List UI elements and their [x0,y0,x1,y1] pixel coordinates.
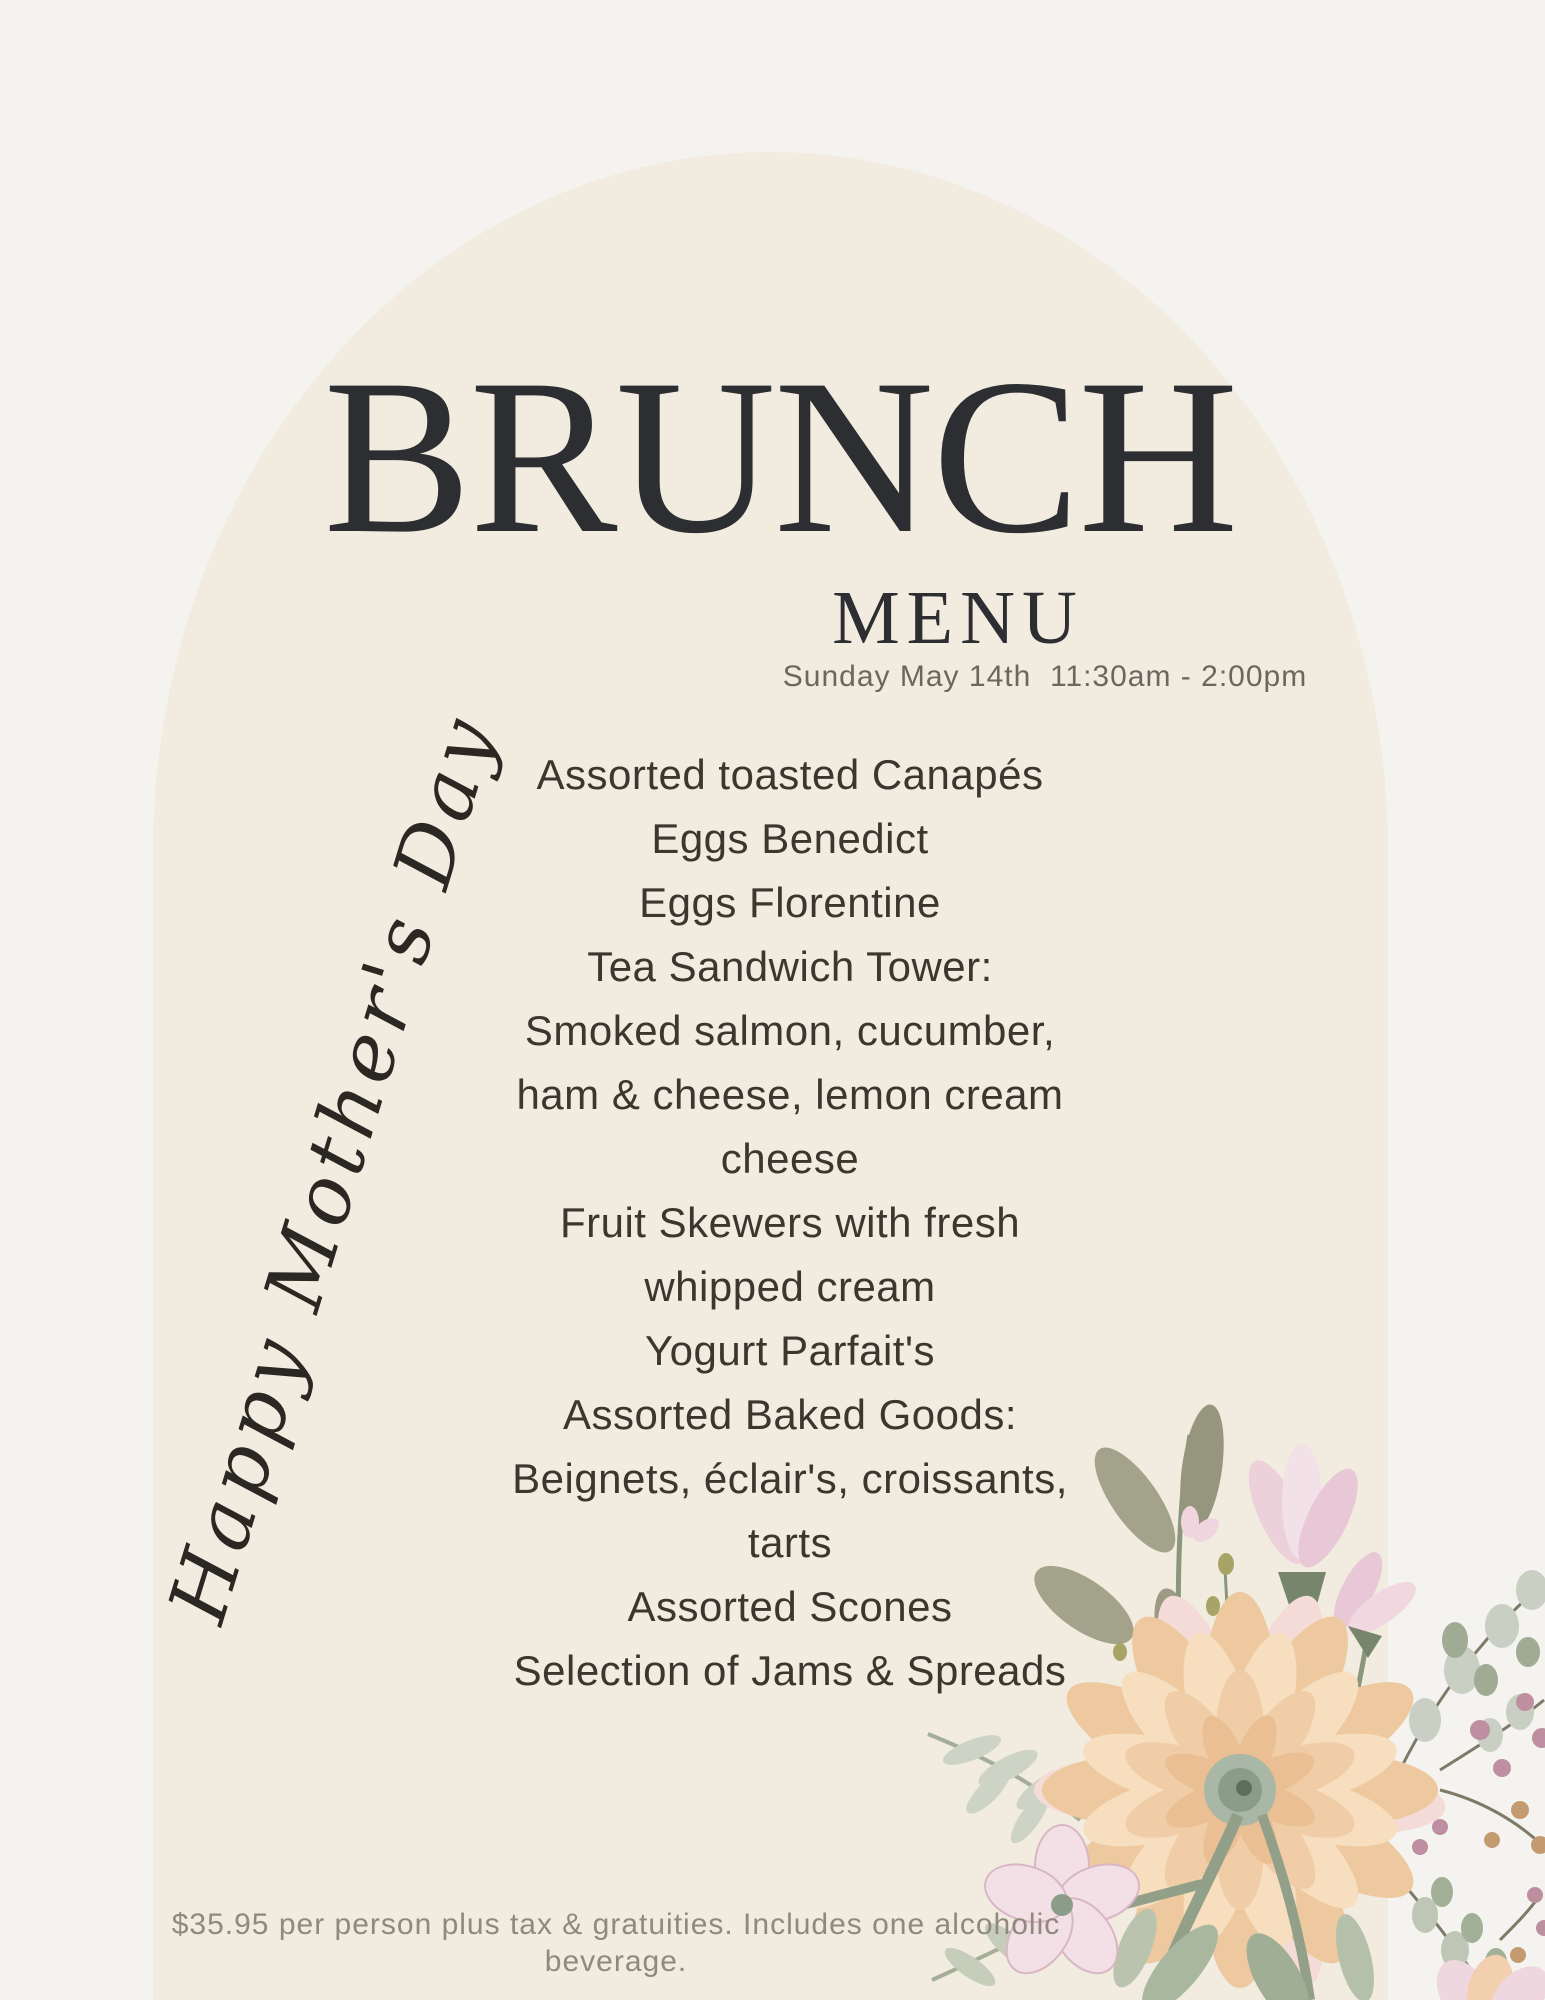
menu-item: Assorted Baked Goods: [562,1391,1018,1438]
menu-item: Eggs Florentine [639,879,941,926]
menu-item: Fruit Skewers with fresh [559,1199,1021,1246]
happy-mothers-day-script: Happy Mother's Day [150,703,516,1633]
price-note-line: beverage. [544,1945,688,1978]
menu-item: Selection of Jams & Spreads [513,1647,1067,1694]
menu-item: Eggs Benedict [651,815,929,862]
menu-item: ham & cheese, lemon cream [516,1071,1064,1118]
menu-item: whipped cream [644,1263,936,1310]
menu-item: Yogurt Parfait's [645,1327,935,1374]
menu-item: Assorted toasted Canapés [536,751,1044,798]
menu-item: Assorted Scones [627,1583,953,1630]
page-title: BRUNCH [323,334,1237,580]
price-note-line: $35.95 per person plus tax & gratuities. Includes one alcoholic [171,1908,1061,1941]
menu-item: Smoked salmon, cucumber, [524,1007,1056,1054]
menu-item: Tea Sandwich Tower: [587,943,993,990]
event-schedule: Sunday May 14th 11:30am - 2:00pm [782,660,1308,693]
price-note [156,1906,1076,1980]
menu-item-list [340,743,1240,1703]
menu-item: tarts [747,1519,833,1566]
menu-subtitle: MENU [832,576,1084,660]
menu-item: cheese [720,1135,860,1182]
menu-item: Beignets, éclair's, croissants, [512,1455,1068,1502]
